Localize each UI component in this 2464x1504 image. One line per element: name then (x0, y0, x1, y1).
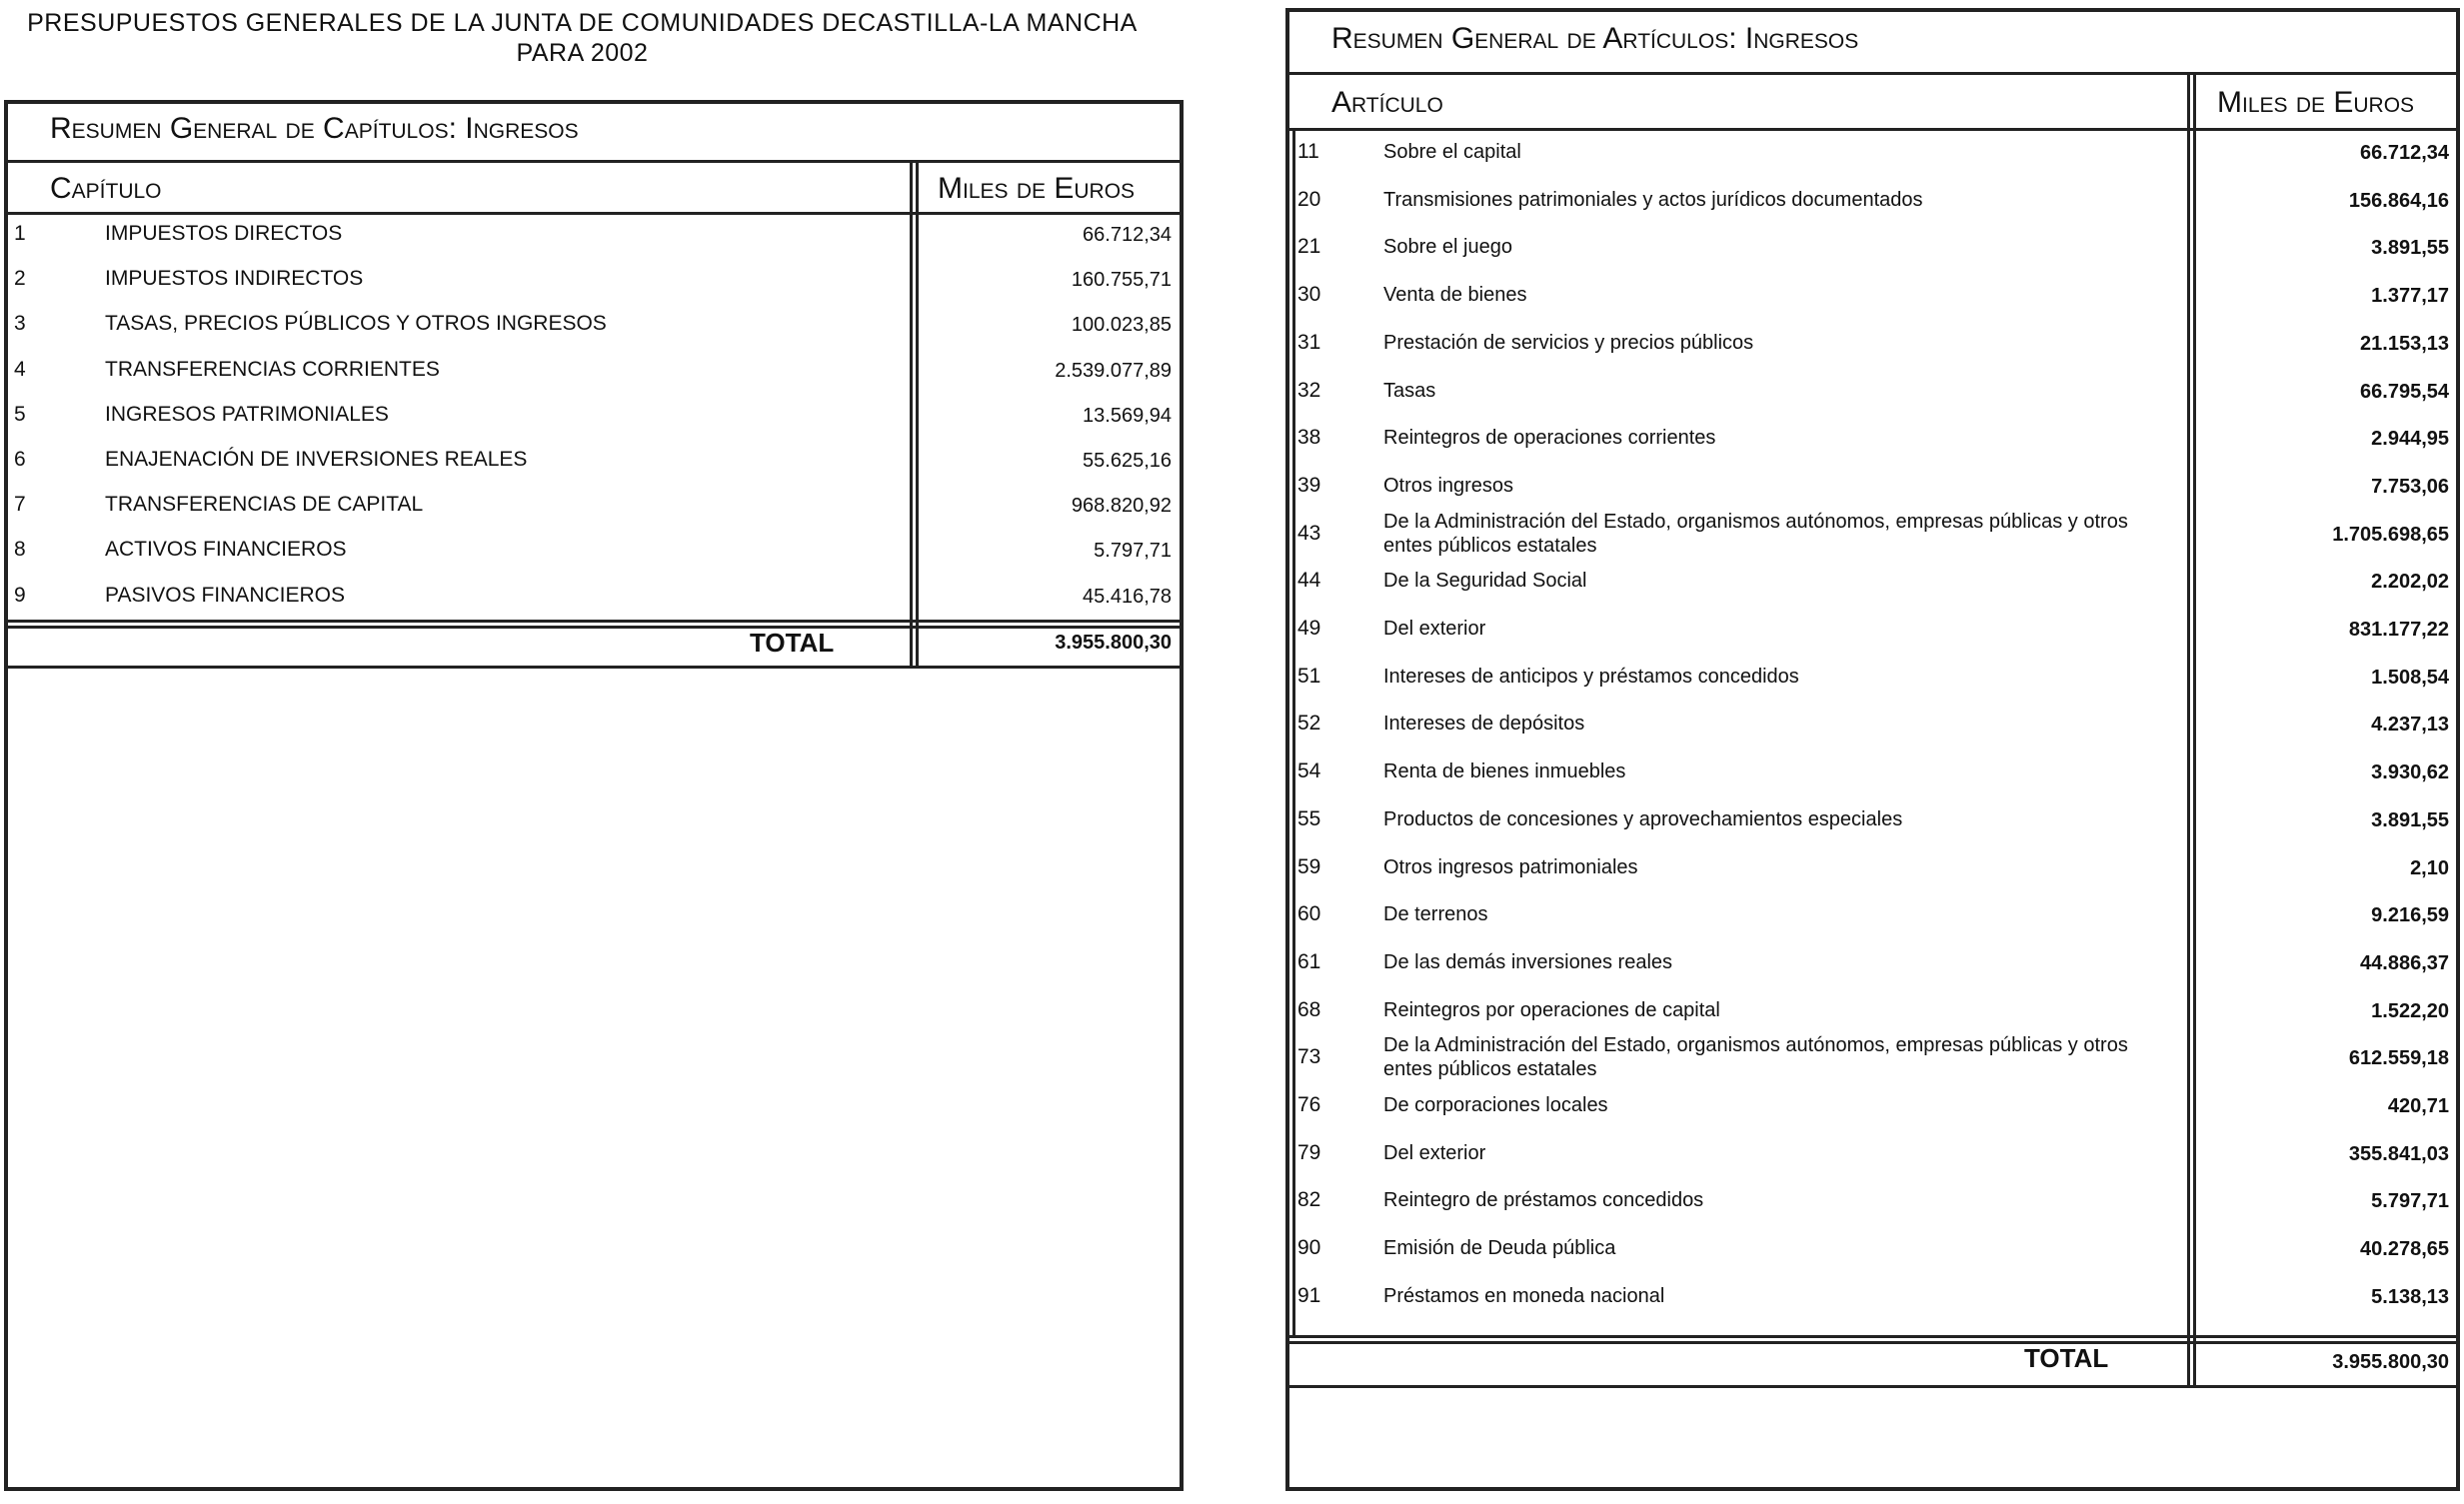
article-number: 76 (1297, 1093, 1321, 1116)
article-amount: 40.278,65 (2360, 1238, 2449, 1260)
article-amount: 9.216,59 (2371, 904, 2449, 926)
chapter-description: TRANSFERENCIAS DE CAPITAL (105, 493, 424, 516)
article-description: Del exterior (1383, 618, 1486, 640)
article-number: 82 (1297, 1188, 1321, 1211)
document-title (0, 8, 1165, 68)
chapter-number: 8 (14, 538, 26, 561)
article-amount: 7.753,06 (2371, 476, 2449, 498)
article-description: Del exterior (1383, 1142, 1486, 1164)
article-number: 59 (1297, 855, 1321, 878)
article-description: Transmisiones patrimoniales y actos jurídicos documentados (1383, 189, 1923, 211)
article-amount: 420,71 (2387, 1095, 2449, 1117)
article-number: 31 (1297, 331, 1321, 354)
chapter-number: 5 (14, 403, 26, 426)
articles-amount-column-header: Miles de Euros (2217, 86, 2415, 119)
article-amount: 355.841,03 (2348, 1143, 2449, 1165)
article-number: 38 (1297, 426, 1321, 449)
chapter-amount: 2.539.077,89 (1055, 360, 1172, 382)
articles-total-amount: 3.955.800,30 (2332, 1351, 2449, 1373)
article-number: 51 (1297, 665, 1321, 688)
article-amount: 4.237,13 (2371, 714, 2449, 736)
article-number: 60 (1297, 902, 1321, 925)
article-description: Intereses de depósitos (1383, 713, 1585, 735)
article-amount: 612.559,18 (2348, 1047, 2449, 1069)
chapter-amount: 66.712,34 (1083, 224, 1172, 246)
chapter-number: 2 (14, 267, 26, 290)
article-number: 30 (1297, 283, 1321, 306)
article-amount: 2.944,95 (2371, 428, 2449, 450)
article-number: 39 (1297, 474, 1321, 497)
article-amount: 156.864,16 (2348, 190, 2449, 212)
document-title-line1: PRESUPUESTOS GENERALES DE LA JUNTA DE COMUNIDADES DECASTILLA-LA MANCHA (27, 9, 1138, 37)
chapter-amount: 5.797,71 (1094, 540, 1172, 562)
chapter-number: 6 (14, 448, 26, 471)
articles-table-title: Resumen General de Artículos: Ingresos (1331, 22, 1859, 55)
article-description: Otros ingresos patrimoniales (1383, 856, 1638, 878)
chapter-amount: 45.416,78 (1083, 586, 1172, 608)
article-description: Reintegros por operaciones de capital (1383, 999, 1720, 1021)
articles-total-label: TOTAL (2024, 1343, 2109, 1373)
article-description: Intereses de anticipos y préstamos concedidos (1383, 666, 1799, 688)
chapter-amount: 100.023,85 (1071, 314, 1172, 336)
article-number: 68 (1297, 998, 1321, 1021)
article-number: 49 (1297, 617, 1321, 640)
article-amount: 5.797,71 (2371, 1190, 2449, 1212)
article-column-header: Artículo (1331, 86, 1443, 119)
article-description-line1: De la Administración del Estado, organismos autónomos, empresas públicas y otros (1383, 511, 2128, 533)
article-amount: 3.930,62 (2371, 761, 2449, 783)
article-number: 73 (1297, 1045, 1321, 1068)
chapter-amount: 13.569,94 (1083, 405, 1172, 427)
article-amount: 3.891,55 (2371, 809, 2449, 831)
article-description: Venta de bienes (1383, 284, 1527, 306)
article-amount: 1.705.698,65 (2332, 524, 2449, 546)
article-description-line2: entes públicos estatales (1383, 535, 1597, 557)
chapter-column-header: Capítulo (50, 172, 162, 205)
article-amount: 1.522,20 (2371, 1000, 2449, 1022)
articles-summary-table (1285, 8, 2460, 1491)
article-description: De la Seguridad Social (1383, 570, 1587, 592)
chapter-description: ACTIVOS FINANCIEROS (105, 538, 347, 561)
document-title-line2: PARA 2002 (516, 39, 649, 67)
article-description: Sobre el juego (1383, 236, 1512, 258)
article-amount: 2.202,02 (2371, 571, 2449, 593)
article-amount: 66.795,54 (2360, 381, 2449, 403)
article-amount: 1.377,17 (2371, 285, 2449, 307)
chapters-total-amount: 3.955.800,30 (1055, 632, 1172, 654)
article-number: 21 (1297, 235, 1321, 258)
article-description: De corporaciones locales (1383, 1094, 1608, 1116)
article-description-line1: De la Administración del Estado, organismos autónomos, empresas públicas y otros (1383, 1034, 2128, 1056)
article-description: Tasas (1383, 380, 1436, 402)
article-number: 55 (1297, 807, 1321, 830)
article-amount: 66.712,34 (2360, 142, 2449, 164)
article-number: 44 (1297, 569, 1321, 592)
article-description: Emisión de Deuda pública (1383, 1237, 1616, 1259)
chapter-number: 3 (14, 312, 26, 335)
article-description: De terrenos (1383, 903, 1488, 925)
article-number: 79 (1297, 1141, 1321, 1164)
article-description: Reintegros de operaciones corrientes (1383, 427, 1716, 449)
chapter-description: PASIVOS FINANCIEROS (105, 584, 345, 607)
article-description: Otros ingresos (1383, 475, 1514, 497)
article-description: Productos de concesiones y aprovechamientos especiales (1383, 808, 1903, 830)
article-amount: 21.153,13 (2360, 333, 2449, 355)
article-amount: 831.177,22 (2348, 619, 2449, 641)
article-description: Renta de bienes inmuebles (1383, 760, 1626, 782)
chapter-number: 9 (14, 584, 26, 607)
article-amount: 44.886,37 (2360, 952, 2449, 974)
chapter-number: 1 (14, 222, 26, 245)
chapters-summary-table (4, 100, 1184, 1491)
article-number: 61 (1297, 950, 1321, 973)
chapter-amount: 160.755,71 (1071, 269, 1172, 291)
chapters-total-label: TOTAL (750, 628, 835, 658)
article-description: Sobre el capital (1383, 141, 1521, 163)
chapters-table-title: Resumen General de Capítulos: Ingresos (50, 112, 579, 145)
amount-column-header: Miles de Euros (938, 172, 1136, 205)
article-amount: 5.138,13 (2371, 1286, 2449, 1308)
chapter-number: 7 (14, 493, 26, 516)
article-description: Prestación de servicios y precios públicos (1383, 332, 1754, 354)
article-number: 91 (1297, 1284, 1321, 1307)
chapter-number: 4 (14, 358, 26, 381)
chapter-description: IMPUESTOS INDIRECTOS (105, 267, 364, 290)
article-number: 43 (1297, 522, 1321, 545)
chapter-description: IMPUESTOS DIRECTOS (105, 222, 343, 245)
article-description: Reintegro de préstamos concedidos (1383, 1189, 1704, 1211)
article-number: 32 (1297, 379, 1321, 402)
article-amount: 3.891,55 (2371, 237, 2449, 259)
article-number: 11 (1297, 140, 1319, 163)
article-description: De las demás inversiones reales (1383, 951, 1673, 973)
article-description (1383, 510, 2173, 558)
chapter-description: TRANSFERENCIAS CORRIENTES (105, 358, 440, 381)
article-number: 90 (1297, 1236, 1321, 1259)
article-description: Préstamos en moneda nacional (1383, 1285, 1665, 1307)
article-number: 54 (1297, 759, 1321, 782)
article-amount: 2,10 (2410, 857, 2449, 879)
chapter-amount: 55.625,16 (1083, 450, 1172, 472)
article-description (1383, 1033, 2173, 1081)
chapter-description: INGRESOS PATRIMONIALES (105, 403, 389, 426)
article-description-line2: entes públicos estatales (1383, 1058, 1597, 1080)
chapter-description: TASAS, PRECIOS PÚBLICOS Y OTROS INGRESOS (105, 312, 607, 335)
chapter-amount: 968.820,92 (1071, 495, 1172, 517)
article-amount: 1.508,54 (2371, 667, 2449, 689)
article-number: 52 (1297, 712, 1321, 735)
article-number: 20 (1297, 188, 1321, 211)
chapter-description: ENAJENACIÓN DE INVERSIONES REALES (105, 448, 528, 471)
